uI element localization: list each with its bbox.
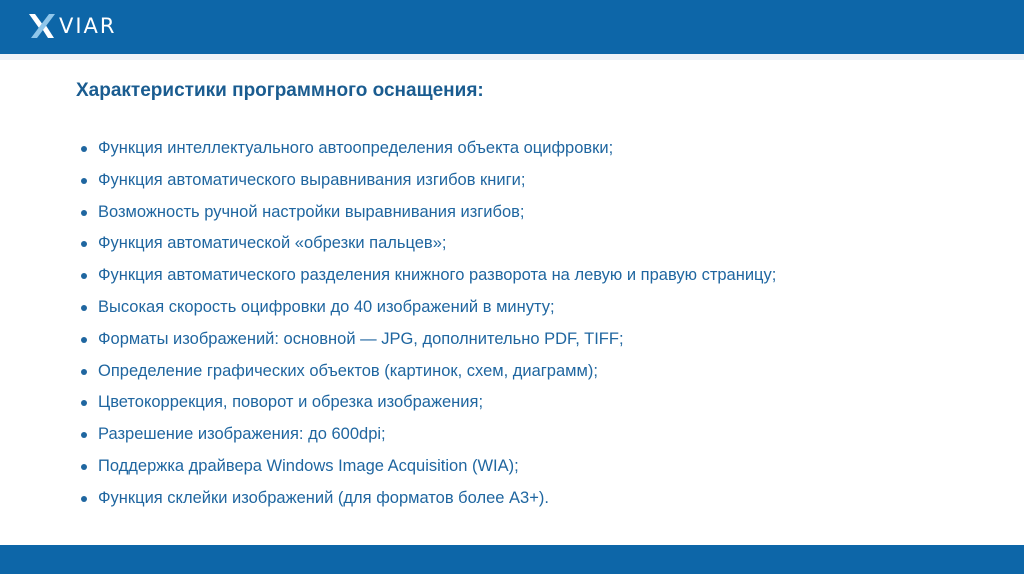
list-item	[80, 387, 776, 419]
list-item	[80, 260, 776, 292]
list-item-text: Функция интеллектуального автоопределения объекта оцифровки;	[98, 139, 614, 157]
feature-list	[80, 133, 776, 515]
logo-text: VIAR	[59, 14, 117, 38]
list-item-text: Форматы изображений: основной — JPG, дополнительно PDF, TIFF;	[98, 329, 624, 348]
list-item-text: Функция автоматического разделения книжного разворота на левую и правую страницу;	[98, 266, 777, 285]
bullet-icon	[81, 400, 87, 406]
list-item	[80, 483, 776, 515]
list-item	[80, 133, 776, 165]
page-title: Характеристики программного оснащения:	[76, 80, 484, 101]
footer-bar	[0, 545, 1024, 574]
list-item-text: Разрешение изображения: до 600dpi;	[98, 425, 386, 444]
list-item	[80, 165, 776, 197]
bullet-icon	[81, 241, 87, 247]
bullet-icon	[81, 178, 87, 184]
list-item-text: Функция склейки изображений (для форматов более А3+).	[98, 488, 549, 507]
bullet-icon	[81, 273, 87, 279]
bullet-icon	[81, 146, 87, 152]
list-item	[80, 197, 776, 229]
bullet-icon	[81, 305, 87, 311]
bullet-icon	[81, 369, 87, 375]
viar-x-mark-icon	[27, 11, 57, 41]
list-item-text: Высокая скорость оцифровки до 40 изображений в минуту;	[98, 297, 555, 316]
bullet-icon	[81, 464, 87, 470]
list-item-text: Возможность ручной настройки выравнивания изгибов;	[98, 202, 525, 221]
list-item-text: Цветокоррекция, поворот и обрезка изображения;	[98, 393, 484, 412]
list-item	[80, 324, 776, 356]
list-item	[80, 292, 776, 324]
list-item-text: Определение графических объектов (картинок, схем, диаграмм);	[98, 361, 598, 380]
list-item-text: Поддержка драйвера Windows Image Acquisition (WIA);	[98, 456, 519, 475]
header-divider	[0, 54, 1024, 60]
bullet-icon	[81, 337, 87, 343]
bullet-icon	[81, 432, 87, 438]
list-item-text: Функция автоматической «обрезки пальцев»;	[98, 234, 447, 253]
list-item	[80, 228, 776, 260]
list-item	[80, 356, 776, 388]
list-item	[80, 451, 776, 483]
logo	[27, 11, 117, 41]
bullet-icon	[81, 496, 87, 502]
header-bar	[0, 0, 1024, 54]
list-item-text: Функция автоматического выравнивания изгибов книги;	[98, 170, 526, 189]
list-item	[80, 419, 776, 451]
bullet-icon	[81, 210, 87, 216]
